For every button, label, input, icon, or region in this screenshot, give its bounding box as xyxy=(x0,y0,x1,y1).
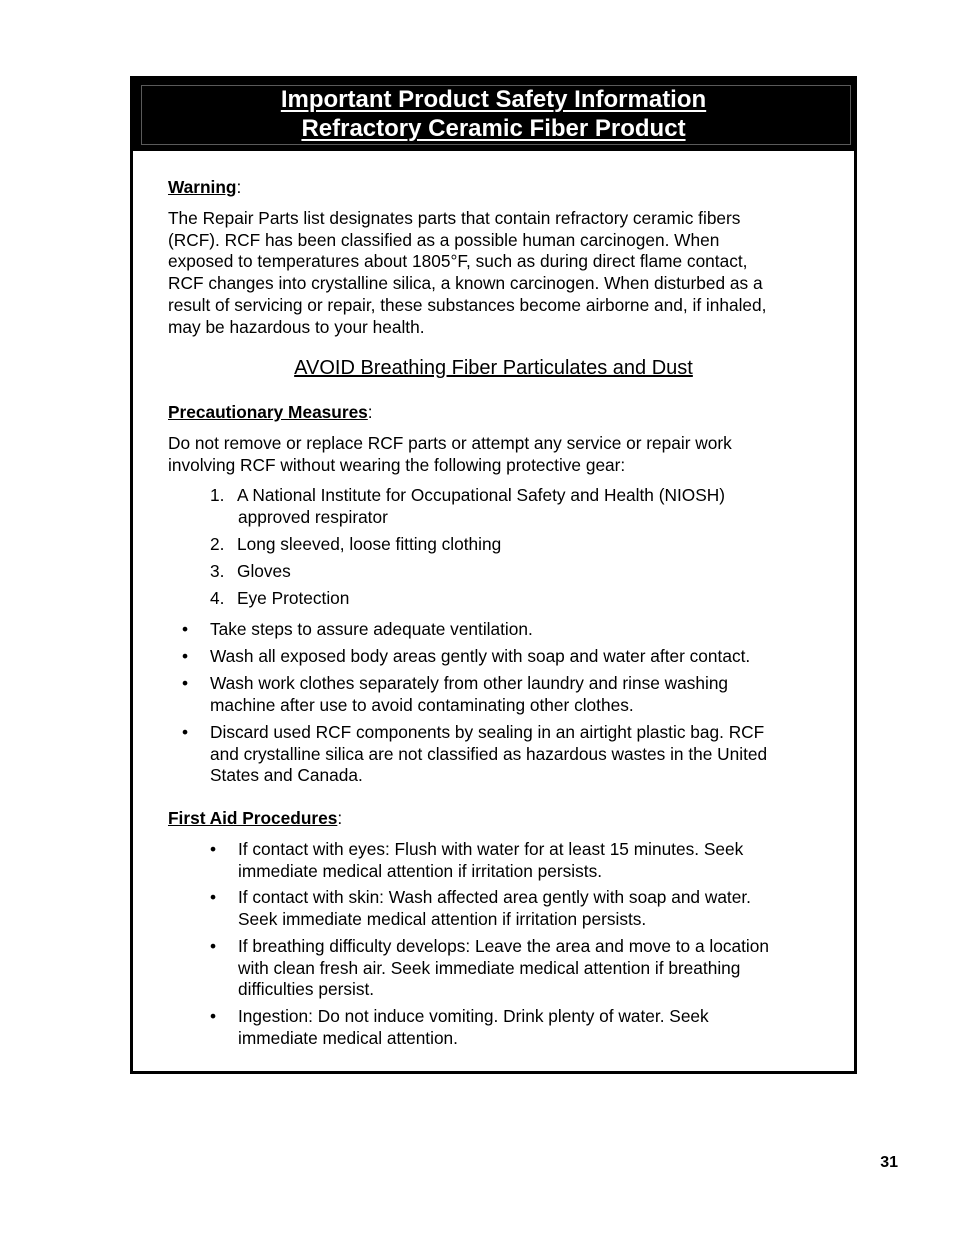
bullet-icon: • xyxy=(182,646,189,666)
first-aid-label: First Aid Procedures xyxy=(168,808,338,828)
warning-line: The Repair Parts list designates parts that contain refractory ceramic fibers xyxy=(168,208,741,228)
warning-heading xyxy=(168,177,241,199)
first-aid-line: If contact with eyes: Flush with water for at least 15 minutes. Seek xyxy=(238,839,744,859)
warning-colon: : xyxy=(236,177,242,197)
bullet-icon: • xyxy=(210,1006,217,1026)
precautionary-intro-line: involving RCF without wearing the following protective gear: xyxy=(168,454,626,475)
gear-item-line: Gloves xyxy=(237,561,291,581)
measure-line: Take steps to assure adequate ventilation. xyxy=(210,619,533,639)
precautionary-label: Precautionary Measures xyxy=(168,402,368,422)
warning-line: exposed to temperatures about 1805°F, such as during direct flame contact, xyxy=(168,251,748,272)
precautionary-intro-line: Do not remove or replace RCF parts or attempt any service or repair work xyxy=(168,433,732,453)
avoid-heading: AVOID Breathing Fiber Particulates and Dust xyxy=(294,357,693,379)
warning-line: (RCF). RCF has been classified as a possible human carcinogen. When xyxy=(168,229,720,250)
gear-item-line: Eye Protection xyxy=(237,588,350,608)
bullet-icon: • xyxy=(182,673,189,693)
gear-item-line: A National Institute for Occupational Safety and Health (NIOSH) xyxy=(237,485,725,505)
first-aid-colon: : xyxy=(337,808,343,828)
bullet-icon: • xyxy=(210,936,217,956)
bullet-icon: • xyxy=(210,887,217,907)
bullet-icon: • xyxy=(182,722,189,742)
title-line-2: Refractory Ceramic Fiber Product xyxy=(301,115,686,142)
precautionary-heading xyxy=(168,402,373,424)
first-aid-line: Seek immediate medical attention if irritation persists. xyxy=(238,908,647,929)
first-aid-line: If contact with skin: Wash affected area gently with soap and water. xyxy=(238,887,751,907)
measure-line: machine after use to avoid contaminating other clothes. xyxy=(210,694,634,715)
first-aid-line: If breathing difficulty develops: Leave the area and move to a location xyxy=(238,936,769,956)
gear-item-line: Long sleeved, loose fitting clothing xyxy=(237,534,502,554)
warning-line: result of servicing or repair, these substances become airborne and, if inhaled, xyxy=(168,294,767,315)
gear-number: 3. xyxy=(210,561,225,581)
measure-line: and crystalline silica are not classified as hazardous wastes in the United xyxy=(210,743,768,764)
warning-line: may be hazardous to your health. xyxy=(168,316,425,337)
gear-number: 2. xyxy=(210,534,225,554)
first-aid-line: difficulties persist. xyxy=(238,979,375,1000)
page-number: 31 xyxy=(880,1154,898,1171)
precautionary-colon: : xyxy=(367,402,373,422)
first-aid-line: with clean fresh air. Seek immediate medical attention if breathing xyxy=(238,957,741,978)
warning-line: RCF changes into crystalline silica, a known carcinogen. When disturbed as a xyxy=(168,273,763,294)
measure-line: States and Canada. xyxy=(210,765,363,786)
first-aid-line: immediate medical attention. xyxy=(238,1027,458,1048)
title-line-1: Important Product Safety Information xyxy=(280,86,707,113)
first-aid-line: immediate medical attention if irritation persists. xyxy=(238,860,603,881)
bullet-icon: • xyxy=(182,619,189,639)
first-aid-line: Ingestion: Do not induce vomiting. Drink plenty of water. Seek xyxy=(238,1006,709,1026)
title-banner xyxy=(133,79,854,151)
first-aid-heading xyxy=(168,808,342,830)
measure-line: Wash all exposed body areas gently with soap and water after contact. xyxy=(210,646,751,666)
gear-item-line: approved respirator xyxy=(238,507,388,527)
warning-label: Warning xyxy=(168,177,237,197)
gear-number: 4. xyxy=(210,588,225,608)
gear-number: 1. xyxy=(210,485,225,505)
measure-line: Wash work clothes separately from other laundry and rinse washing xyxy=(210,673,729,693)
bullet-icon: • xyxy=(210,839,217,859)
measure-line: Discard used RCF components by sealing in an airtight plastic bag. RCF xyxy=(210,722,765,742)
